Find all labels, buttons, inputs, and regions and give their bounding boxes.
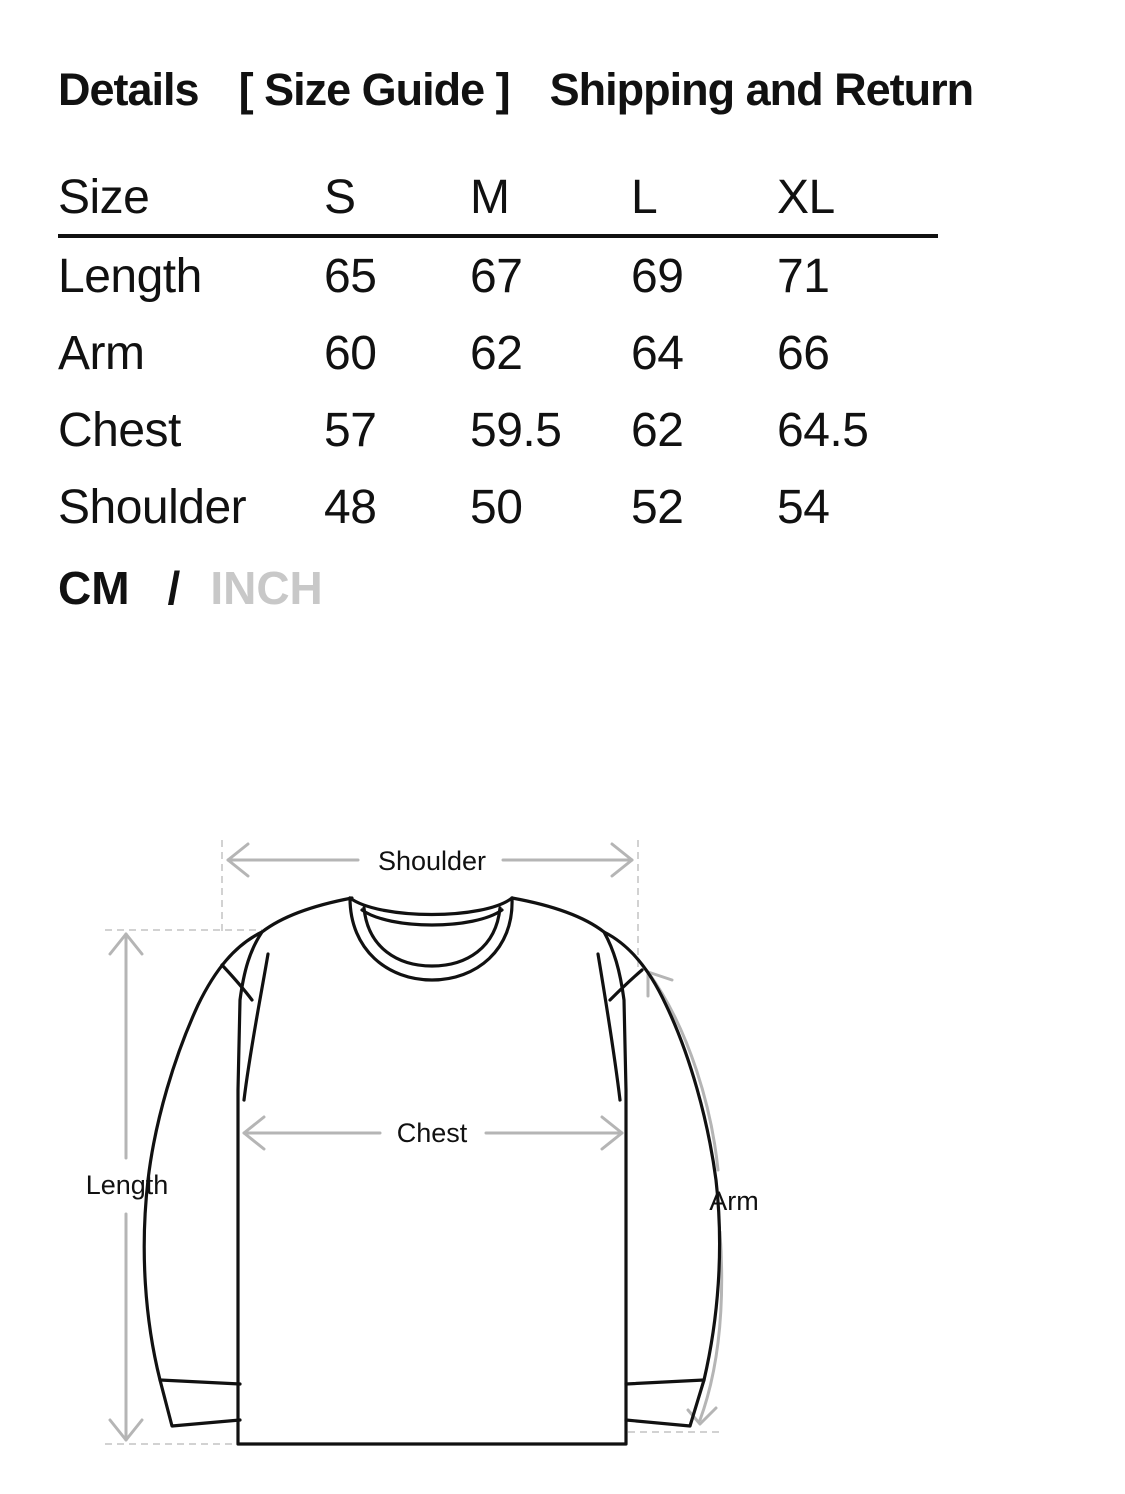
table-cell: 64.5 — [777, 404, 869, 457]
tab-details[interactable]: Details — [58, 64, 199, 115]
unit-cm-button[interactable]: CM — [58, 562, 130, 614]
tab-shipping-and-return[interactable]: Shipping and Return — [549, 64, 974, 115]
size-table — [58, 160, 938, 546]
table-cell: 64 — [631, 327, 684, 380]
tab-bar — [58, 58, 973, 122]
column-header-m: M — [470, 160, 631, 236]
table-cell: 54 — [777, 481, 830, 534]
table-header-row — [58, 160, 938, 236]
table-cell: 66 — [777, 327, 830, 380]
column-header-size: Size — [58, 160, 324, 236]
diagram-label-shoulder: Shoulder — [377, 846, 487, 876]
tab-size-guide-label: Size Guide — [264, 64, 485, 115]
table-cell: 67 — [470, 250, 523, 303]
table-cell: 57 — [324, 404, 377, 457]
sweatshirt-icon — [144, 898, 719, 1444]
table-cell: 71 — [777, 250, 830, 303]
tab-bracket-close: ] — [495, 64, 510, 115]
table-row-arm — [58, 315, 938, 392]
unit-separator: / — [167, 562, 181, 614]
table-cell: 60 — [324, 327, 377, 380]
table-row-chest — [58, 392, 938, 469]
table-cell: 48 — [324, 481, 377, 534]
row-label: Arm — [58, 327, 145, 380]
column-header-s: S — [324, 160, 470, 236]
row-label: Chest — [58, 404, 181, 457]
measurement-diagram — [0, 820, 820, 1480]
table-cell: 62 — [470, 327, 523, 380]
table-cell: 50 — [470, 481, 523, 534]
diagram-label-arm: Arm — [709, 1186, 759, 1216]
row-label: Length — [58, 250, 202, 303]
tab-bracket-open: [ — [238, 64, 253, 115]
diagram-label-length: Length — [85, 1170, 169, 1200]
row-label: Shoulder — [58, 481, 247, 534]
table-cell: 59.5 — [470, 404, 562, 457]
table-cell: 62 — [631, 404, 684, 457]
tab-size-guide[interactable] — [239, 64, 510, 116]
unit-inch-button[interactable]: INCH — [210, 562, 323, 614]
table-row-length — [58, 236, 938, 315]
unit-toggle — [58, 560, 323, 616]
table-cell: 69 — [631, 250, 684, 303]
column-header-xl: XL — [777, 160, 938, 236]
diagram-label-chest: Chest — [396, 1118, 468, 1148]
table-row-shoulder — [58, 469, 938, 546]
table-cell: 52 — [631, 481, 684, 534]
table-cell: 65 — [324, 250, 377, 303]
column-header-l: L — [631, 160, 777, 236]
